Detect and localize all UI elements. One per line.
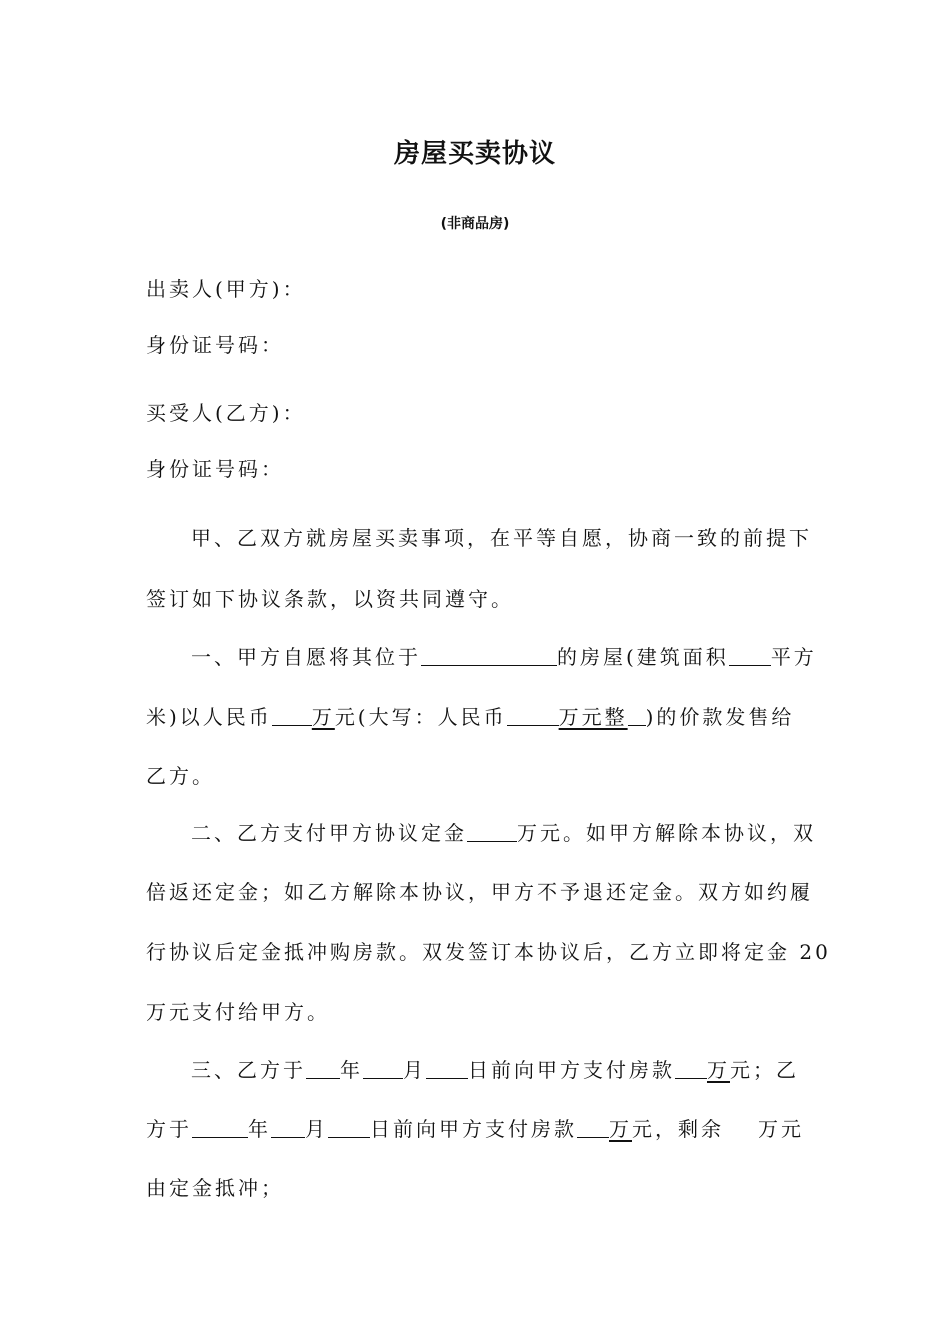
clause3-line-2 — [146, 1115, 806, 1142]
clause2-text-a: 二、乙方支付甲方协议定金 — [191, 821, 467, 845]
price-words-unit: 万元整 — [558, 705, 628, 729]
clause3-text-f: 元，剩余 — [632, 1117, 724, 1141]
buyer-id-label: 身份证号码： — [146, 457, 284, 481]
clause3-line-3: 由定金抵冲； — [146, 1176, 284, 1200]
year2-blank — [192, 1117, 248, 1138]
clause3-text-b: 日前向甲方支付房款 — [468, 1058, 675, 1082]
day1-blank — [426, 1058, 468, 1079]
price-words-blank — [507, 705, 559, 726]
clause3-text-e: 日前向甲方支付房款 — [370, 1117, 577, 1141]
document-subtitle: (非商品房) — [440, 216, 510, 232]
clause2-line-3: 行协议后定金抵冲购房款。双发签订本协议后，乙方立即将定金 20 — [146, 940, 831, 964]
clause3-text-c: 元；乙 — [730, 1058, 799, 1082]
clause3-text-a: 三、乙方于 — [191, 1058, 306, 1082]
clause1-text-f: )的价款发售给 — [645, 705, 795, 729]
clause3-text-d: 方于 — [146, 1117, 192, 1141]
clause2-text-b: 万元。如甲方解除本协议，双 — [517, 821, 816, 845]
clause3-line-1 — [191, 1056, 851, 1083]
clause1-text-c: 平方 — [770, 645, 817, 669]
clause2-line-2: 倍返还定金；如乙方解除本协议，甲方不予退还定金。双方如约履 — [146, 880, 813, 904]
clause1-text-e: 元(大写：人民币 — [334, 705, 507, 729]
deposit-blank — [467, 821, 517, 842]
area-blank — [729, 645, 771, 666]
day2-blank — [328, 1117, 370, 1138]
clause1-line-1 — [191, 643, 851, 670]
clause3-text-g: 万元 — [758, 1117, 804, 1141]
payment2-unit: 万 — [609, 1117, 632, 1141]
document-title: 房屋买卖协议 — [393, 139, 556, 169]
price-unit: 万 — [311, 705, 335, 729]
clause1-text-a: 一、甲方自愿将其位于 — [191, 645, 421, 669]
intro-line-2: 签订如下协议条款，以资共同遵守。 — [146, 587, 514, 611]
price-blank — [272, 705, 312, 726]
location-blank — [421, 645, 557, 666]
year2-label: 年 — [248, 1117, 271, 1141]
clause1-line-3: 乙方。 — [146, 764, 215, 788]
month2-label: 月 — [305, 1117, 328, 1141]
month2-blank — [271, 1117, 305, 1138]
payment1-blank — [675, 1058, 707, 1079]
clause2-line-1 — [191, 819, 851, 846]
buyer-label: 买受人(乙方)： — [146, 401, 306, 425]
year1-label: 年 — [340, 1058, 363, 1082]
clause1-line-2 — [146, 703, 806, 730]
year1-blank — [306, 1058, 340, 1079]
month1-blank — [363, 1058, 403, 1079]
seller-label: 出卖人(甲方)： — [146, 277, 306, 301]
clause1-text-d: 米)以人民币 — [146, 705, 272, 729]
seller-id-label: 身份证号码： — [146, 333, 284, 357]
payment2-blank — [577, 1117, 609, 1138]
intro-line-1: 甲、乙双方就房屋买卖事项，在平等自愿，协商一致的前提下 — [191, 526, 812, 550]
month1-label: 月 — [403, 1058, 426, 1082]
clause1-text-b: 的房屋(建筑面积 — [557, 645, 729, 669]
clause2-line-4: 万元支付给甲方。 — [146, 1000, 330, 1024]
payment1-unit: 万 — [707, 1058, 730, 1082]
price-words-blank-end — [628, 705, 646, 726]
